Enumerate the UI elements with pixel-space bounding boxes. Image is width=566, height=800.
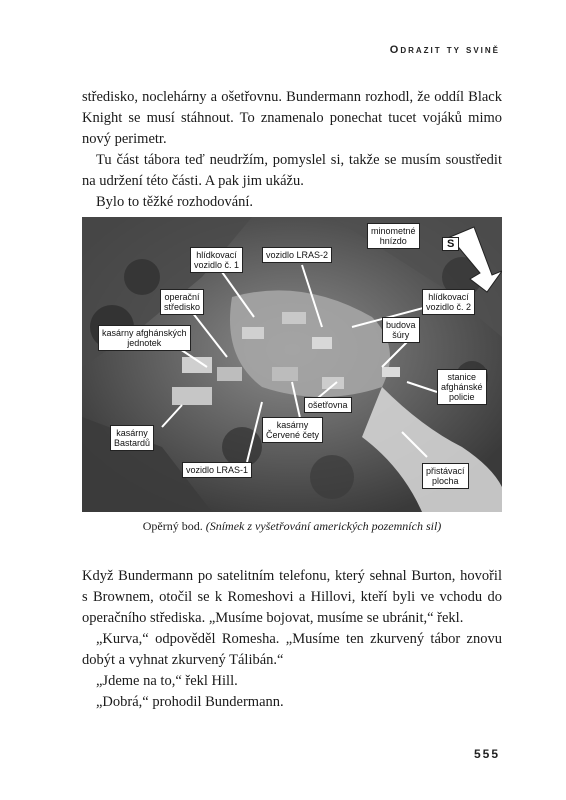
paragraph: „Kurva,“ odpověděl Romesha. „Musíme ten zkurvený tábor znovu dobýt a vyhnat zkurvený Tálibán.“ (82, 631, 502, 668)
label-stanice-policie: stanice afghánské policie (437, 369, 487, 405)
label-pristavaci-plocha: přistávací plocha (422, 463, 469, 489)
label-kasarny-bastardu: kasárny Bastardů (110, 425, 154, 451)
paragraph: Bylo to těžké rozhodování. (96, 194, 254, 210)
north-arrow-label: S (442, 237, 459, 251)
page-number: 555 (473, 747, 500, 761)
paragraph: „Jdeme na to,“ řekl Hill. (96, 673, 238, 689)
label-minometne-hnizdo: minometné hnízdo (367, 223, 420, 249)
caption-text: Opěrný bod. (142, 519, 203, 533)
label-kasarny-afghanskych: kasárny afghánských jednotek (98, 325, 191, 351)
label-kasarny-cervene-cety: kasárny Červené čety (262, 417, 323, 443)
body-text-bottom (82, 566, 502, 713)
paragraph: „Dobrá,“ prohodil Bundermann. (96, 694, 284, 710)
label-budova-sury: budova šúry (382, 317, 420, 343)
paragraph: Když Bundermann po satelitním telefonu, který sehnal Burton, hovořil s Brownem, otočil se k Romeshovi a Hillovi, kteří byli ve vchodu do operačního střediska. „Musíme bojovat, musíme se ubránit,“ řekl. (82, 568, 502, 626)
label-hlidkovaci-vozidlo-1: hlídkovací vozidlo č. 1 (190, 247, 243, 273)
aerial-photo-figure (82, 217, 502, 512)
caption-source: (Snímek z vyšetřování amerických pozemních sil) (205, 519, 442, 533)
label-vozidlo-lras-1: vozidlo LRAS-1 (182, 462, 252, 478)
label-vozidlo-lras-2: vozidlo LRAS-2 (262, 247, 332, 263)
label-osetrovna: ošetřovna (304, 397, 352, 413)
paragraph: středisko, noclehárny a ošetřovnu. Bundermann rozhodl, že oddíl Black Knight se musí stáhnout. To znamenalo ponechat tucet vojáků mimo nový perimetr. (82, 89, 502, 147)
label-operacni-stredisko: operační středisko (160, 289, 204, 315)
paragraph: Tu část tábora teď neudržím, pomyslel si, takže se musím soustředit na udržení této části. A pak jim ukážu. (82, 152, 502, 189)
label-hlidkovaci-vozidlo-2: hlídkovací vozidlo č. 2 (422, 289, 475, 315)
body-text-top (82, 87, 502, 213)
figure-caption (82, 519, 502, 534)
running-head: Odrazit ty svině (389, 44, 500, 56)
